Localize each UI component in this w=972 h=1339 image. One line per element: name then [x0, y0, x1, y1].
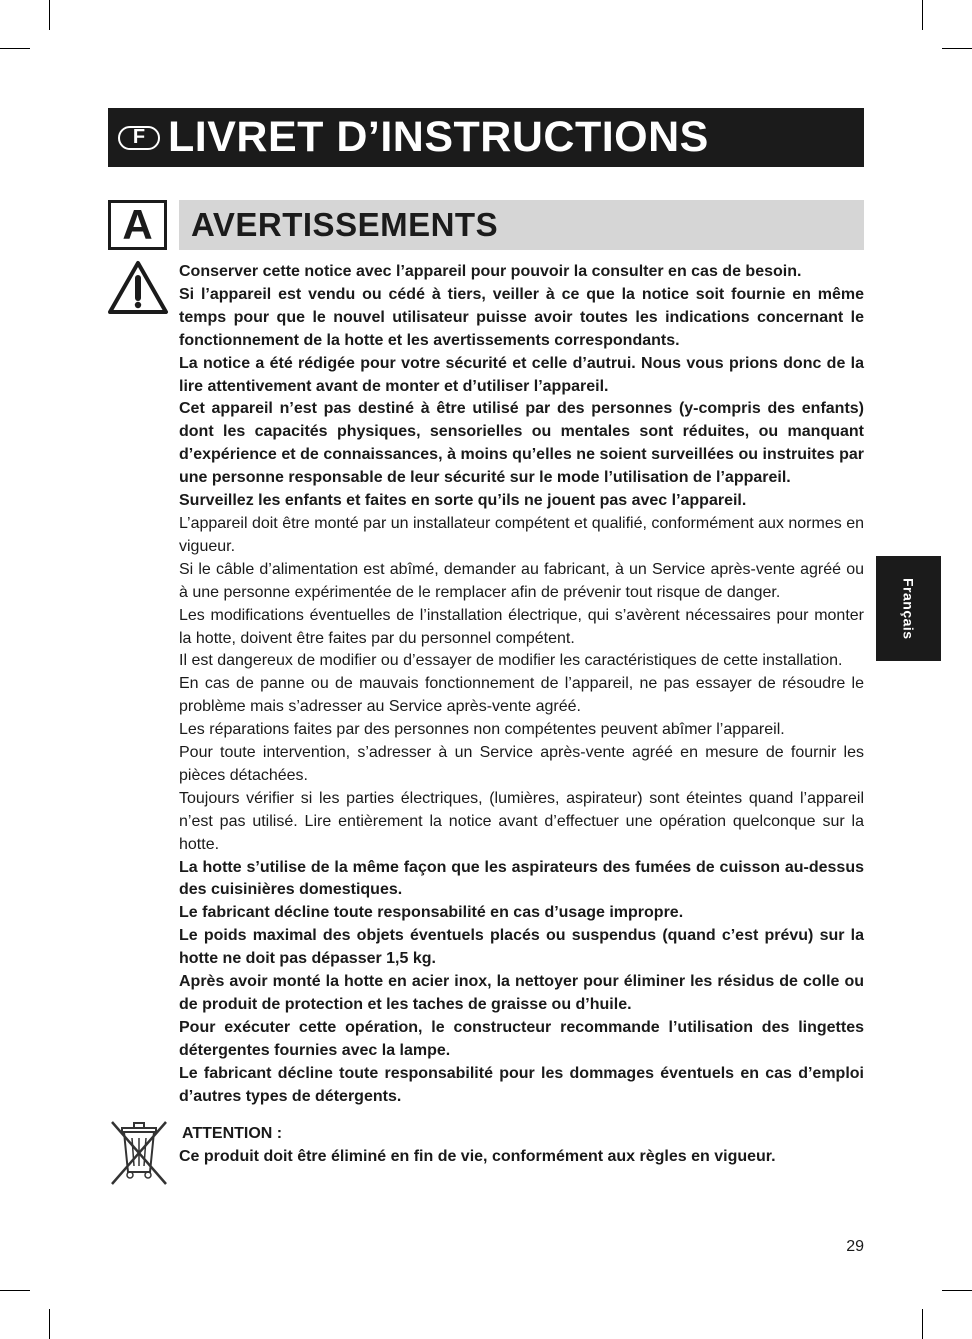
- title-bar: [108, 108, 864, 167]
- language-side-tab[interactable]: [876, 556, 941, 661]
- crop-mark: [0, 48, 30, 49]
- attention-label: ATTENTION :: [182, 1125, 283, 1142]
- language-badge: F: [118, 126, 160, 150]
- paragraph: Si le câble d’alimentation est abîmé, demander au fabricant, à un Service après-vente agréé ou à une personne expérimentée de le remplacer afin de prévenir tout risque de danger.: [179, 560, 864, 601]
- crop-mark: [922, 1309, 923, 1339]
- page-title: LIVRET D’INSTRUCTIONS: [168, 113, 709, 161]
- paragraph: Les réparations faites par des personnes non compétentes peuvent abîmer l’appareil.: [179, 721, 785, 739]
- paragraph: Après avoir monté la hotte en acier inox, la nettoyer pour éliminer les résidus de colle ou de produit de protection et les taches de graisse ou d’huile.: [179, 973, 864, 1013]
- paragraph: Le fabricant décline toute responsabilité pour les dommages éventuels en cas d’emploi d’autres types de détergents.: [179, 1064, 864, 1105]
- attention-block: [179, 1122, 864, 1168]
- paragraph: En cas de panne ou de mauvais fonctionnement de l’appareil, ne pas essayer de résoudre le problème mais s’adresser au Service après-vente agréé.: [179, 675, 864, 716]
- crop-mark: [0, 1290, 30, 1291]
- paragraph: Le fabricant décline toute responsabilité en cas d’usage impropre.: [179, 904, 684, 922]
- crop-mark: [49, 0, 50, 30]
- crop-mark: [942, 48, 972, 49]
- crop-mark: [49, 1309, 50, 1339]
- crop-mark: [942, 1290, 972, 1291]
- side-tab-label: Français: [900, 577, 917, 640]
- crop-mark: [922, 0, 923, 30]
- crossed-bin-icon: [108, 1118, 170, 1188]
- paragraph: Il est dangereux de modifier ou d’essayer de modifier les caractéristiques de cette installation.: [179, 652, 843, 670]
- paragraph: Si l’appareil est vendu ou cédé à tiers, veiller à ce que la notice soit fournie en même temps pour que le nouvel utilisateur puisse avoir toutes les indications concernant le fonctionnement de la hotte et les avertissements correspondants.: [179, 285, 864, 349]
- paragraph: Cet appareil n’est pas destiné à être utilisé par des personnes (y-compris des enfants) dont les capacités physiques, sensorielles ou mentales sont réduites, ou manquant d’expérience et de connaissances, à moins qu’elles ne soient surveillées ou instruites par une personne responsable de leur sécurité sur le mode l’utilisation de l’appareil.: [179, 400, 864, 487]
- attention-text: Ce produit doit être éliminé en fin de vie, conformément aux règles en vigueur.: [179, 1148, 776, 1165]
- paragraph: Pour toute intervention, s’adresser à un Service après-vente agréé en mesure de fournir les pièces détachées.: [179, 744, 864, 784]
- section-title: AVERTISSEMENTS: [191, 206, 499, 243]
- paragraph: Le poids maximal des objets éventuels placés ou suspendus (quand c’est prévu) sur la hotte ne doit pas dépasser 1,5 kg.: [179, 927, 864, 968]
- paragraph: Toujours vérifier si les parties électriques, (lumières, aspirateur) sont éteintes quand l’appareil n’est pas utilisé. Lire entièrement la notice avant d’effectuer une opération quelconque sur la hotte.: [179, 789, 864, 853]
- warnings-text: [179, 261, 864, 1109]
- paragraph: Pour exécuter cette opération, le constructeur recommande l’utilisation des lingettes détergentes fournies avec la lampe.: [179, 1018, 864, 1059]
- page-number: 29: [846, 1238, 864, 1255]
- paragraph: L’appareil doit être monté par un installateur compétent et qualifié, conformément aux normes en vigueur.: [179, 514, 864, 555]
- warning-triangle-icon: [107, 260, 169, 316]
- paragraph: Surveillez les enfants et faites en sorte qu’ils ne jouent pas avec l’appareil.: [179, 492, 747, 510]
- paragraph: La hotte s’utilise de la même façon que les aspirateurs des fumées de cuisson au-dessus des cuisinières domestiques.: [179, 858, 864, 899]
- paragraph: Les modifications éventuelles de l’installation électrique, qui s’avèrent nécessaires pour monter la hotte, doivent être faites par du personnel compétent.: [179, 606, 864, 647]
- paragraph: Conserver cette notice avec l’appareil pour pouvoir la consulter en cas de besoin.: [179, 263, 802, 280]
- section-header: [179, 200, 864, 250]
- section-letter: A: [108, 200, 167, 250]
- paragraph: La notice a été rédigée pour votre sécurité et celle d’autrui. Nous vous prions donc de la lire attentivement avant de monter et d’utiliser l’appareil.: [179, 354, 864, 395]
